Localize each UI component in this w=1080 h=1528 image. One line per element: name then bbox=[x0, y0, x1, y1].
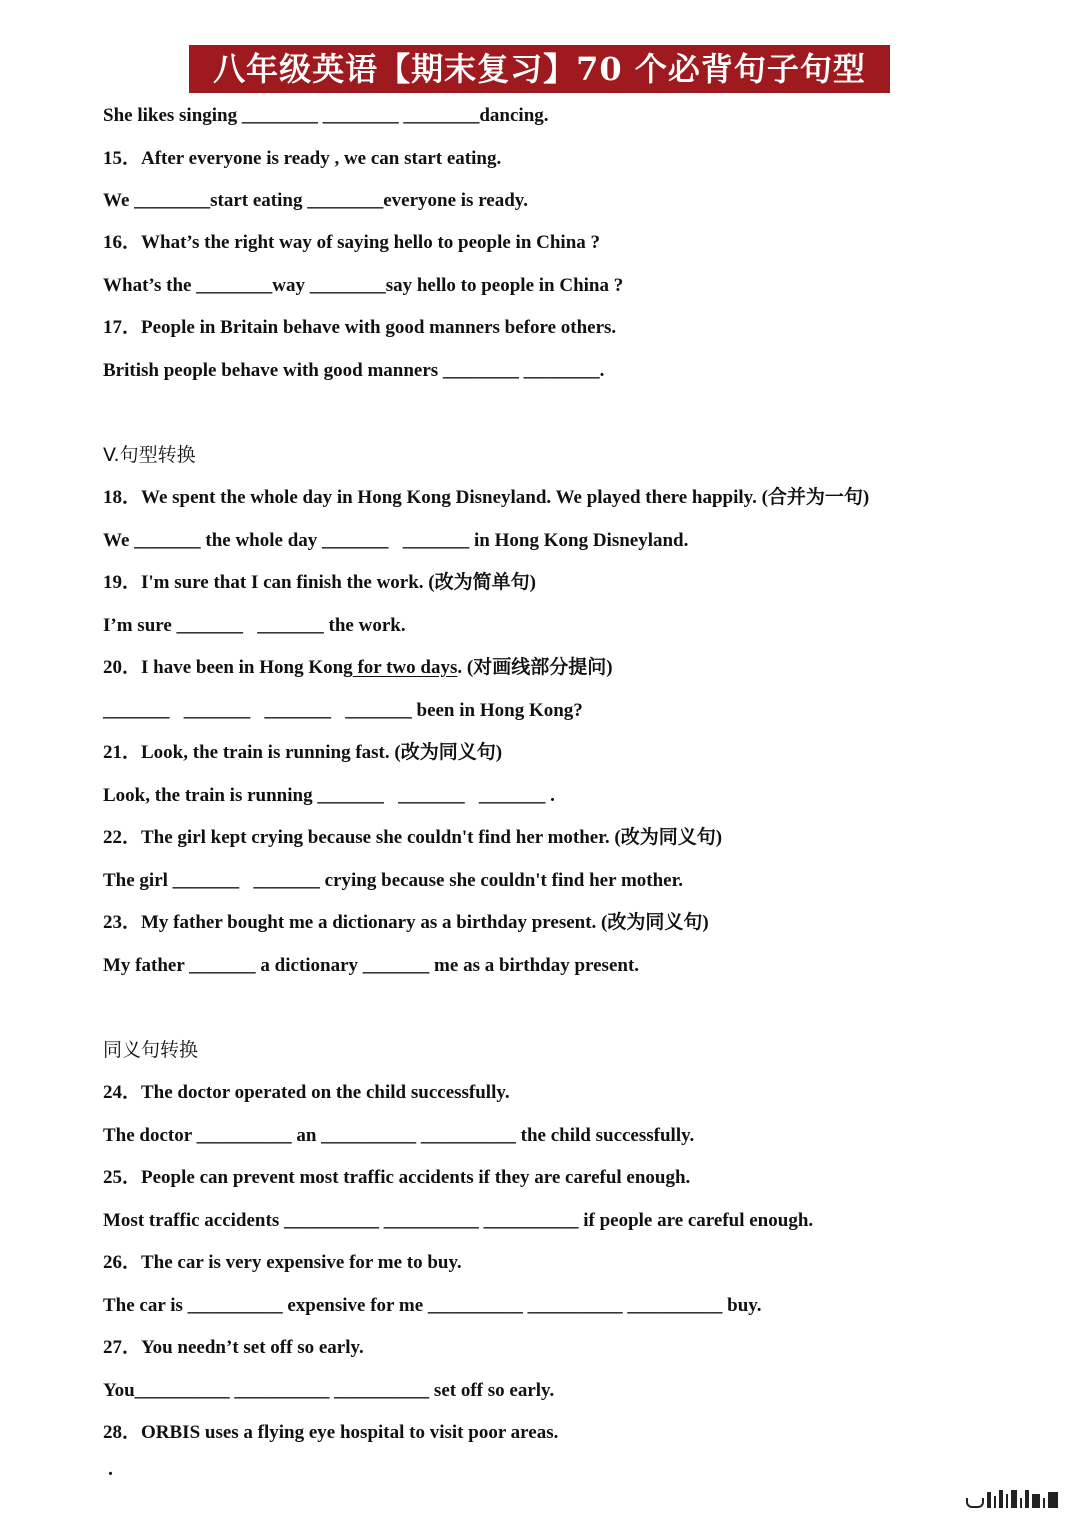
question-23: 23．My father bought me a dictionary as a birthday present. (改为同义句) bbox=[103, 912, 709, 933]
exercise-line: She likes singing ________ ________ ________dancing. bbox=[103, 105, 549, 126]
question-20-instruction: . (对画线部分提问) bbox=[457, 657, 613, 678]
page-title: 八年级英语【期末复习】70 个必背句子句型 bbox=[189, 45, 890, 93]
answer-line: We ________start eating ________everyone is ready. bbox=[103, 190, 528, 211]
question-16: 16．What’s the right way of saying hello to people in China ? bbox=[103, 232, 601, 253]
answer-line: We _______ the whole day _______ _______ in Hong Kong Disneyland. bbox=[103, 530, 689, 551]
answer-line: The girl _______ _______ crying because she couldn't find her mother. bbox=[103, 870, 684, 891]
question-20 bbox=[103, 656, 613, 680]
question-18: 18．We spent the whole day in Hong Kong Disneyland. We played there happily. (合并为一句) bbox=[103, 487, 870, 508]
question-21: 21．Look, the train is running fast. (改为同义句) bbox=[103, 742, 503, 763]
section-heading-synonym: 同义句转换 bbox=[103, 1039, 199, 1061]
question-19: 19．I'm sure that I can finish the work. (改为简单句) bbox=[103, 572, 536, 593]
answer-line: My father _______ a dictionary _______ me as a birthday present. bbox=[103, 955, 640, 976]
question-25: 25．People can prevent most traffic accidents if they are careful enough. bbox=[103, 1167, 691, 1188]
underlined-phrase: for two days bbox=[352, 657, 458, 678]
question-20-text: 20．I have been in Hong Kong bbox=[103, 657, 353, 678]
question-22: 22．The girl kept crying because she couldn't find her mother. (改为同义句) bbox=[103, 827, 723, 848]
section-heading-sentence-transform: V.句型转换 bbox=[103, 444, 196, 466]
trailing-mark: . bbox=[108, 1458, 113, 1480]
answer-line: What’s the ________way ________say hello to people in China ? bbox=[103, 275, 624, 296]
watermark-barcode-icon bbox=[966, 1490, 1058, 1508]
question-17: 17．People in Britain behave with good manners before others. bbox=[103, 317, 617, 338]
question-14-15: 15．After everyone is ready , we can start eating. bbox=[103, 148, 502, 169]
question-27: 27．You needn’t set off so early. bbox=[103, 1337, 364, 1358]
answer-line: You__________ __________ __________ set off so early. bbox=[103, 1380, 555, 1401]
question-26: 26．The car is very expensive for me to buy. bbox=[103, 1252, 462, 1273]
answer-line: I’m sure _______ _______ the work. bbox=[103, 615, 406, 636]
answer-line: Look, the train is running _______ _______ _______ . bbox=[103, 785, 555, 806]
question-28: 28．ORBIS uses a flying eye hospital to visit poor areas. bbox=[103, 1422, 559, 1443]
answer-line: Most traffic accidents __________ __________ __________ if people are careful enough. bbox=[103, 1210, 814, 1231]
answer-line: British people behave with good manners ________ ________. bbox=[103, 360, 605, 381]
answer-line: The doctor __________ an __________ __________ the child successfully. bbox=[103, 1125, 695, 1146]
answer-line: The car is __________ expensive for me __________ __________ __________ buy. bbox=[103, 1295, 762, 1316]
answer-line: _______ _______ _______ _______ been in Hong Kong? bbox=[103, 700, 583, 721]
question-24: 24．The doctor operated on the child successfully. bbox=[103, 1082, 510, 1103]
